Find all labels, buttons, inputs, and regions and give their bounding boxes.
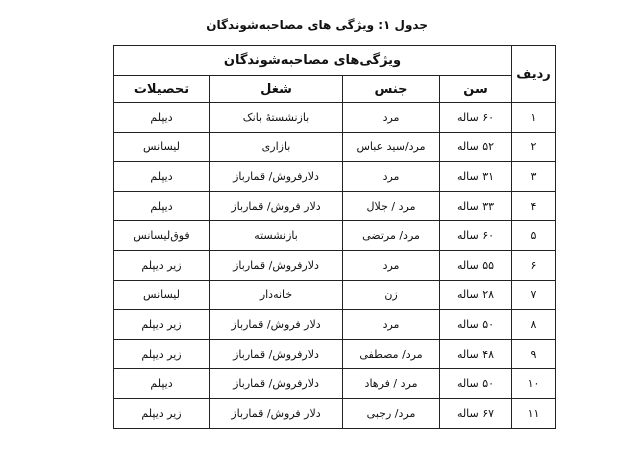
cell-age: ۳۱ ساله <box>440 162 512 192</box>
table-row <box>114 339 556 369</box>
cell-job: دلار فروش/ قمارباز <box>210 191 343 221</box>
table-caption: جدول ۱: ویژگی های مصاحبه‌شوندگان <box>206 18 428 32</box>
cell-job: دلارفروش/ قمارباز <box>210 250 343 280</box>
cell-age: ۶۰ ساله <box>440 103 512 133</box>
cell-radif: ۶ <box>512 250 556 280</box>
cell-radif: ۷ <box>512 280 556 310</box>
cell-radif: ۳ <box>512 162 556 192</box>
cell-radif: ۱۱ <box>512 398 556 428</box>
cell-gender: مرد <box>343 162 440 192</box>
cell-gender: مرد/ مصطفی <box>343 339 440 369</box>
table-row <box>114 250 556 280</box>
cell-job: دلارفروش/ قمارباز <box>210 162 343 192</box>
cell-radif: ۸ <box>512 310 556 340</box>
cell-radif: ۵ <box>512 221 556 251</box>
interviewees-table <box>113 45 556 429</box>
cell-age: ۲۸ ساله <box>440 280 512 310</box>
cell-gender: مرد/ رجبی <box>343 398 440 428</box>
cell-job: بازاری <box>210 132 343 162</box>
table-row <box>114 280 556 310</box>
cell-education: دیپلم <box>114 369 210 399</box>
cell-job: دلارفروش/ قمارباز <box>210 339 343 369</box>
cell-education: فوق‌لیسانس <box>114 221 210 251</box>
cell-job: خانه‌دار <box>210 280 343 310</box>
table-row <box>114 103 556 133</box>
cell-job: دلارفروش/ قمارباز <box>210 369 343 399</box>
header-group: ویژگی‌های مصاحبه‌شوندگان <box>114 46 512 76</box>
table-row <box>114 191 556 221</box>
cell-education: دیپلم <box>114 162 210 192</box>
cell-gender: مرد / فرهاد <box>343 369 440 399</box>
cell-radif: ۹ <box>512 339 556 369</box>
cell-job: بازنشسته <box>210 221 343 251</box>
table-row <box>114 221 556 251</box>
cell-gender: مرد/سید عباس <box>343 132 440 162</box>
cell-gender: مرد <box>343 250 440 280</box>
cell-education: لیسانس <box>114 132 210 162</box>
cell-age: ۳۳ ساله <box>440 191 512 221</box>
table-row <box>114 162 556 192</box>
header-job: شغل <box>210 76 343 103</box>
cell-age: ۶۰ ساله <box>440 221 512 251</box>
cell-job: دلار فروش/ قمارباز <box>210 398 343 428</box>
cell-education: لیسانس <box>114 280 210 310</box>
cell-radif: ۱۰ <box>512 369 556 399</box>
cell-education: زیر دیپلم <box>114 398 210 428</box>
cell-gender: مرد <box>343 310 440 340</box>
cell-education: زیر دیپلم <box>114 310 210 340</box>
cell-education: دیپلم <box>114 191 210 221</box>
header-age: سن <box>440 76 512 103</box>
cell-age: ۵۰ ساله <box>440 369 512 399</box>
cell-education: زیر دیپلم <box>114 250 210 280</box>
header-gender: جنس <box>343 76 440 103</box>
cell-education: زیر دیپلم <box>114 339 210 369</box>
cell-gender: زن <box>343 280 440 310</box>
cell-gender: مرد/ مرتضی <box>343 221 440 251</box>
cell-radif: ۴ <box>512 191 556 221</box>
header-radif: ردیف <box>512 46 556 103</box>
cell-age: ۵۰ ساله <box>440 310 512 340</box>
cell-age: ۴۸ ساله <box>440 339 512 369</box>
cell-radif: ۱ <box>512 103 556 133</box>
cell-age: ۶۷ ساله <box>440 398 512 428</box>
header-education: تحصیلات <box>114 76 210 103</box>
table-row <box>114 398 556 428</box>
cell-radif: ۲ <box>512 132 556 162</box>
table-row <box>114 310 556 340</box>
table-row <box>114 132 556 162</box>
cell-gender: مرد / جلال <box>343 191 440 221</box>
cell-job: بازنشستهٔ بانک <box>210 103 343 133</box>
cell-job: دلار فروش/ قمارباز <box>210 310 343 340</box>
cell-education: دیپلم <box>114 103 210 133</box>
cell-age: ۵۵ ساله <box>440 250 512 280</box>
table-row <box>114 369 556 399</box>
cell-age: ۵۲ ساله <box>440 132 512 162</box>
cell-gender: مرد <box>343 103 440 133</box>
